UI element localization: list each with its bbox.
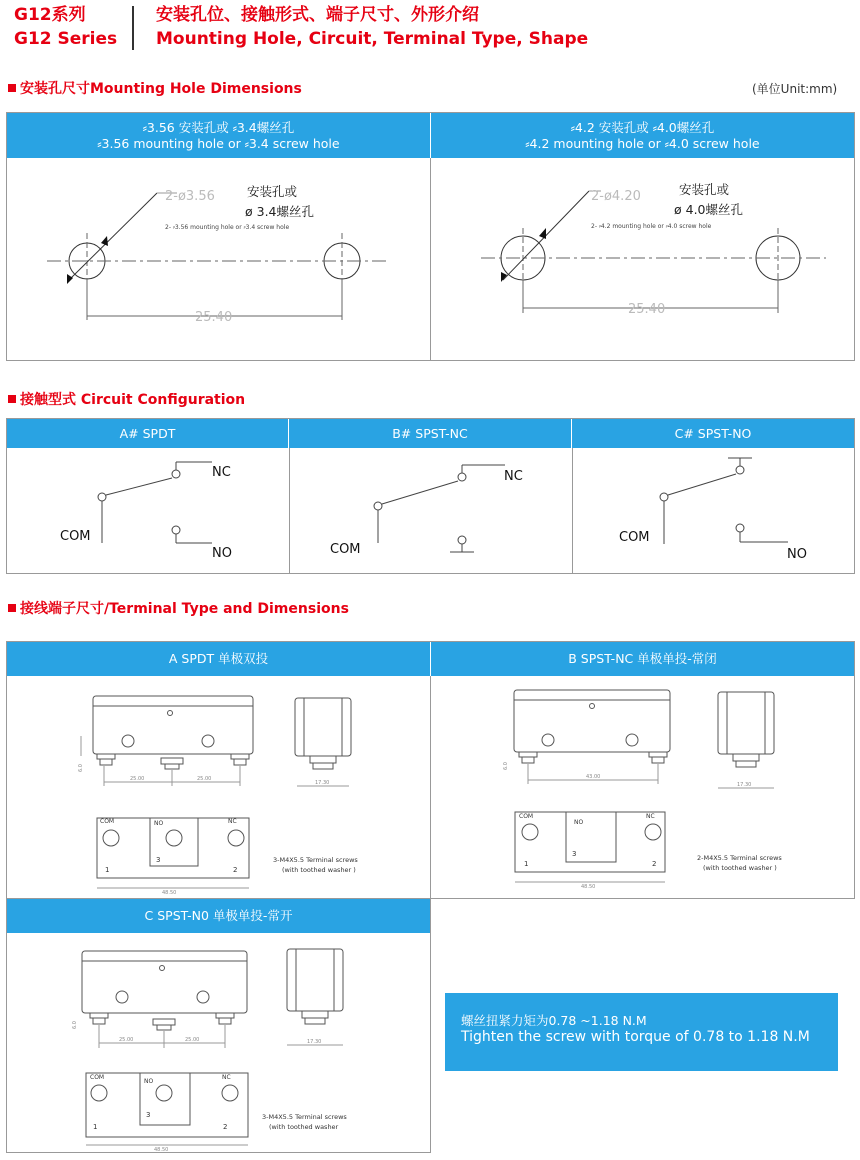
circuit-a-no: NO (212, 546, 232, 561)
terminal-b-screw2: (with toothed washer ) (703, 864, 777, 872)
terminal-b-screw1: 2-M4X5.5 Terminal screws (697, 854, 782, 862)
terminal-c-screw2: (with toothed washer (269, 1123, 339, 1131)
right-note-cn1: 安装孔或 (679, 182, 730, 197)
unit-label: (单位Unit:mm) (752, 82, 838, 96)
circuit-c-com: COM (619, 530, 650, 545)
right-dim-label: 2-ø4.20 (591, 189, 641, 204)
mounting-right-header: ⸗4.2 安装孔或 ⸗4.0螺丝孔 ⸗4.2 mounting hole or ⸗4.0 screw hole (431, 113, 854, 158)
page-title-en: Mounting Hole, Circuit, Terminal Type, Shape (156, 29, 589, 49)
terminal-b-no: NO (574, 819, 584, 826)
section-marker-icon (8, 604, 16, 612)
torque-note (445, 993, 838, 1071)
terminal-c-n3: 3 (146, 1111, 151, 1119)
circuit-c-diagram (573, 448, 854, 573)
terminal-a-dim-total: 48.50 (162, 890, 177, 896)
terminal-a-screw1: 3-M4X5.5 Terminal screws (273, 856, 358, 864)
left-dim-label: 2-ø3.56 (165, 189, 215, 204)
circuit-a-header: A# SPDT (7, 419, 289, 448)
left-note-small: 2- ⸗3.56 mounting hole or ⸗3.4 screw hole (165, 224, 290, 231)
circuit-table (6, 418, 855, 574)
terminal-b-dim1: 43.00 (586, 774, 601, 780)
terminal-c-dim2: 25.00 (185, 1037, 200, 1043)
section-circuit-title: 接触型式 Circuit Configuration (8, 389, 245, 409)
torque-cn: 螺丝扭紧力矩为0.78 ~1.18 N.M (461, 1013, 647, 1028)
terminal-b-n2: 2 (652, 860, 657, 868)
terminal-a-dim-h: 6.0 (78, 764, 84, 772)
terminal-b-header: B SPST-NC 单极单投-常闭 (431, 642, 854, 676)
terminal-b-com: COM (519, 813, 534, 820)
terminal-c-dim-total: 48.50 (154, 1147, 169, 1152)
header-divider (132, 6, 134, 50)
terminal-a-screw2: (with toothed washer ) (282, 866, 356, 874)
terminal-table-top (6, 641, 855, 899)
terminal-b-dim-side: 17.30 (737, 782, 752, 788)
left-note-cn2: ø 3.4螺丝孔 (245, 204, 315, 219)
mounting-table (6, 112, 855, 361)
terminal-c-nc: NC (222, 1074, 231, 1081)
terminal-c-drawing (7, 933, 430, 1152)
right-spacing: 25.40 (628, 302, 666, 317)
terminal-c-header: C SPST-N0 单极单投-常开 (7, 899, 430, 933)
terminal-a-nc: NC (228, 818, 237, 825)
terminal-c-dim-h: 6.0 (72, 1021, 78, 1029)
terminal-c-screw1: 3-M4X5.5 Terminal screws (262, 1113, 347, 1121)
terminal-a-n1: 1 (105, 866, 110, 874)
terminal-c-com: COM (90, 1074, 105, 1081)
terminal-b-n3: 3 (572, 850, 577, 858)
terminal-a-header: A SPDT 单极双投 (7, 642, 431, 676)
mounting-right-drawing (431, 158, 854, 360)
torque-en: Tighten the screw with torque of 0.78 to 1.18 N.M (461, 1029, 810, 1045)
terminal-c-no: NO (144, 1078, 154, 1085)
mounting-left-drawing (7, 158, 431, 360)
terminal-c-n2: 2 (223, 1123, 228, 1131)
circuit-b-header: B# SPST-NC (289, 419, 572, 448)
page-title-cn: 安装孔位、接触形式、端子尺寸、外形介绍 (156, 5, 479, 25)
circuit-a-nc: NC (212, 465, 231, 480)
section-marker-icon (8, 84, 16, 92)
terminal-b-drawing (431, 676, 854, 898)
terminal-b-dim-h: 6.0 (503, 762, 509, 770)
series-cn: G12系列 (14, 5, 86, 25)
terminal-a-n3: 3 (156, 856, 161, 864)
circuit-a-com: COM (60, 529, 91, 544)
circuit-b-com: COM (330, 542, 361, 557)
terminal-a-dim1: 25.00 (130, 776, 145, 782)
section-terminal-title: 接线端子尺寸/Terminal Type and Dimensions (8, 598, 349, 618)
circuit-b-nc: NC (504, 469, 523, 484)
terminal-a-dim2: 25.00 (197, 776, 212, 782)
terminal-c-dim1: 25.00 (119, 1037, 134, 1043)
series-en: G12 Series (14, 29, 118, 49)
terminal-a-dim-side: 17.30 (315, 780, 330, 786)
right-note-small: 2- ⸗4.2 mounting hole or ⸗4.0 screw hole (591, 223, 712, 230)
circuit-a-diagram (7, 448, 289, 573)
section-marker-icon (8, 395, 16, 403)
terminal-a-n2: 2 (233, 866, 238, 874)
terminal-a-com: COM (100, 818, 115, 825)
circuit-c-no: NO (787, 547, 807, 562)
right-note-cn2: ø 4.0螺丝孔 (674, 202, 744, 217)
terminal-a-no: NO (154, 820, 164, 827)
terminal-b-n1: 1 (524, 860, 529, 868)
terminal-table-bottom (6, 898, 431, 1153)
terminal-c-dim-side: 17.30 (307, 1039, 322, 1045)
circuit-b-diagram (290, 448, 572, 573)
section-mounting-title: 安装孔尺寸Mounting Hole Dimensions (8, 78, 302, 98)
left-spacing: 25.40 (195, 310, 233, 325)
mounting-left-header: ⸗3.56 安装孔或 ⸗3.4螺丝孔 ⸗3.56 mounting hole or ⸗3.4 screw hole (7, 113, 431, 158)
left-note-cn1: 安装孔或 (247, 184, 298, 199)
terminal-b-nc: NC (646, 813, 655, 820)
circuit-c-header: C# SPST-NO (572, 419, 854, 448)
terminal-c-n1: 1 (93, 1123, 98, 1131)
terminal-b-dim-total: 48.50 (581, 884, 596, 890)
terminal-a-drawing (7, 676, 431, 898)
